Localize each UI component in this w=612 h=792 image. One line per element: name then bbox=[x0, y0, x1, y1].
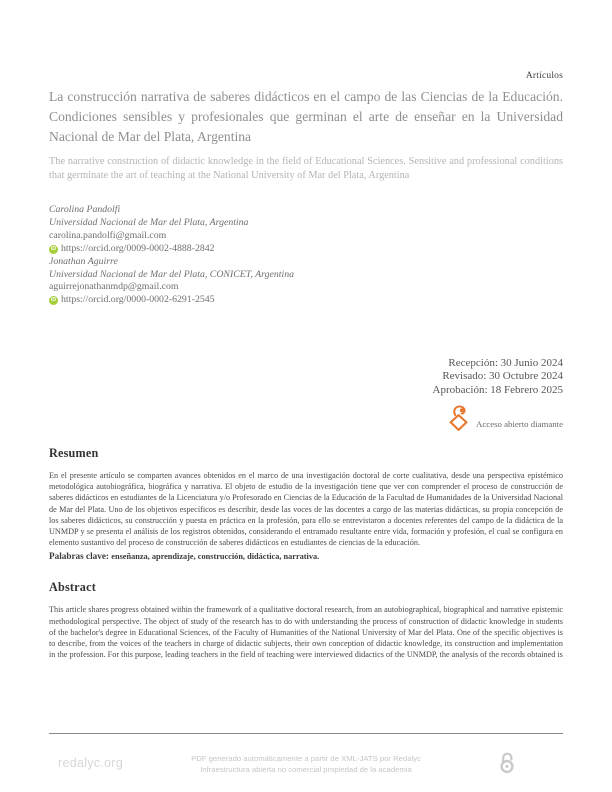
orcid-icon: iD bbox=[51, 245, 56, 252]
author-email-link[interactable]: carolina.pandolfi@gmail.com bbox=[49, 229, 167, 241]
keywords-values: enseñanza, aprendizaje, construcción, didáctica, narrativa. bbox=[111, 552, 320, 562]
resumen-body: En el presente artículo se comparten avances obtenidos en el marco de una investigación doctoral de corte cualitativa, desde una perspectiva epistémico metodológica autobiográfica, biográfica y narrativa. El objeto de estudio de la investigación tiene que ver con comprender el proceso de construcción de saberes didácticos en estudiantes de la Licenciatura y/o Profesorado en Ciencias de la Educación de la Facultad de Humanidades de la Universidad Nacional de Mar del Plata. Uno de los objetivos específicos es describir, desde las voces de las docentes a cargo de las materias didácticas, su propia concepción de los saberes didácticos, su construcción y puesta en práctica en la profesión, para ello se entrevistaron a docentes referentes del campo de la didáctica de la UNMDP y se presenta el análisis de los registros obtenidos, considerando el entramado resultante entre vida, formación y profesión, el cual se configura en elemento sustantivo del proceso de construcción de saberes didácticos en estudiantes de ciencias de la educación. bbox=[49, 471, 563, 548]
revised-date: Revisado: 30 Octubre 2024 bbox=[442, 370, 563, 383]
orcid-row bbox=[49, 294, 297, 307]
orcid-link[interactable]: https://orcid.org/0009-0002-4888-2842 bbox=[61, 242, 215, 254]
open-lock-icon bbox=[499, 751, 515, 779]
approval-date: Aprobación: 18 Febrero 2025 bbox=[432, 383, 563, 396]
orcid-row bbox=[49, 243, 297, 256]
resumen-heading: Resumen bbox=[49, 446, 99, 460]
author-name: Carolina Pandolfi bbox=[49, 204, 121, 215]
footer-divider bbox=[49, 733, 563, 734]
open-access-label: Acceso abierto diamante bbox=[476, 419, 563, 429]
author-block bbox=[49, 204, 297, 307]
abstracts-section bbox=[49, 446, 563, 660]
abstract-heading: Abstract bbox=[49, 580, 96, 595]
redalyc-logo: redalyc.org bbox=[58, 756, 124, 770]
author-name: Jonathan Aguirre bbox=[49, 255, 118, 267]
open-access-badge bbox=[449, 404, 563, 431]
keywords-line bbox=[49, 550, 563, 563]
article-title-es: La construcción narrativa de saberes didácticos en el campo de las Ciencias de la Educación. Condiciones sensibles y profesionales que germinan el arte de enseñar en la Universidad Nacional de Mar del Plata, Argentina bbox=[49, 89, 563, 144]
footer-note-line2: Infraestructura abierta no comercial propiedad de la academia bbox=[200, 764, 412, 774]
author-email-link[interactable]: aguirrejonathanmdp@gmail.com bbox=[49, 281, 179, 293]
article-dates bbox=[433, 357, 563, 397]
author-affiliation: Universidad Nacional de Mar del Plata, Argentina bbox=[49, 216, 249, 228]
footer-note-line1: PDF generado automáticamente a partir de XML-JATS por Redalyc bbox=[191, 754, 421, 763]
abstract-body: This article shares progress obtained within the framework of a qualitative doctoral research, from an autobiographical, biographical and narrative epistemic methodological perspective. The object of study of the research has to do with understanding the process of construction of didactic knowledge in students of the bachelor's degree in Educational Sciences, of the Faculty of Humanities of the National University of Mar del Plata. One of the specific objectives is to describe, from the voices of the teachers in charge of didactic subjects, their own conception of didactic knowledge, its construction and implementation in the profession. For this purpose, leading teachers in the field of teaching were interviewed didactics of the UNMDP, the analysis of the records obtained is bbox=[49, 605, 563, 660]
article-title-en: The narrative construction of didactic knowledge in the field of Educational Sciences. Sensitive and professional conditions that germinate the art of teaching at the National University of Mar del Plata, Argentina bbox=[49, 156, 563, 181]
orcid-icon: iD bbox=[51, 297, 56, 304]
keywords-label: Palabras clave: bbox=[49, 551, 109, 562]
open-access-diamond-icon bbox=[449, 404, 470, 431]
section-kicker: Artículos bbox=[525, 71, 563, 81]
orcid-link[interactable]: https://orcid.org/0000-0002-6291-2545 bbox=[61, 294, 215, 306]
author-affiliation: Universidad Nacional de Mar del Plata, CONICET, Argentina bbox=[49, 268, 294, 280]
reception-date: Recepción: 30 Junio 2024 bbox=[448, 357, 563, 369]
footer-note bbox=[136, 754, 476, 775]
